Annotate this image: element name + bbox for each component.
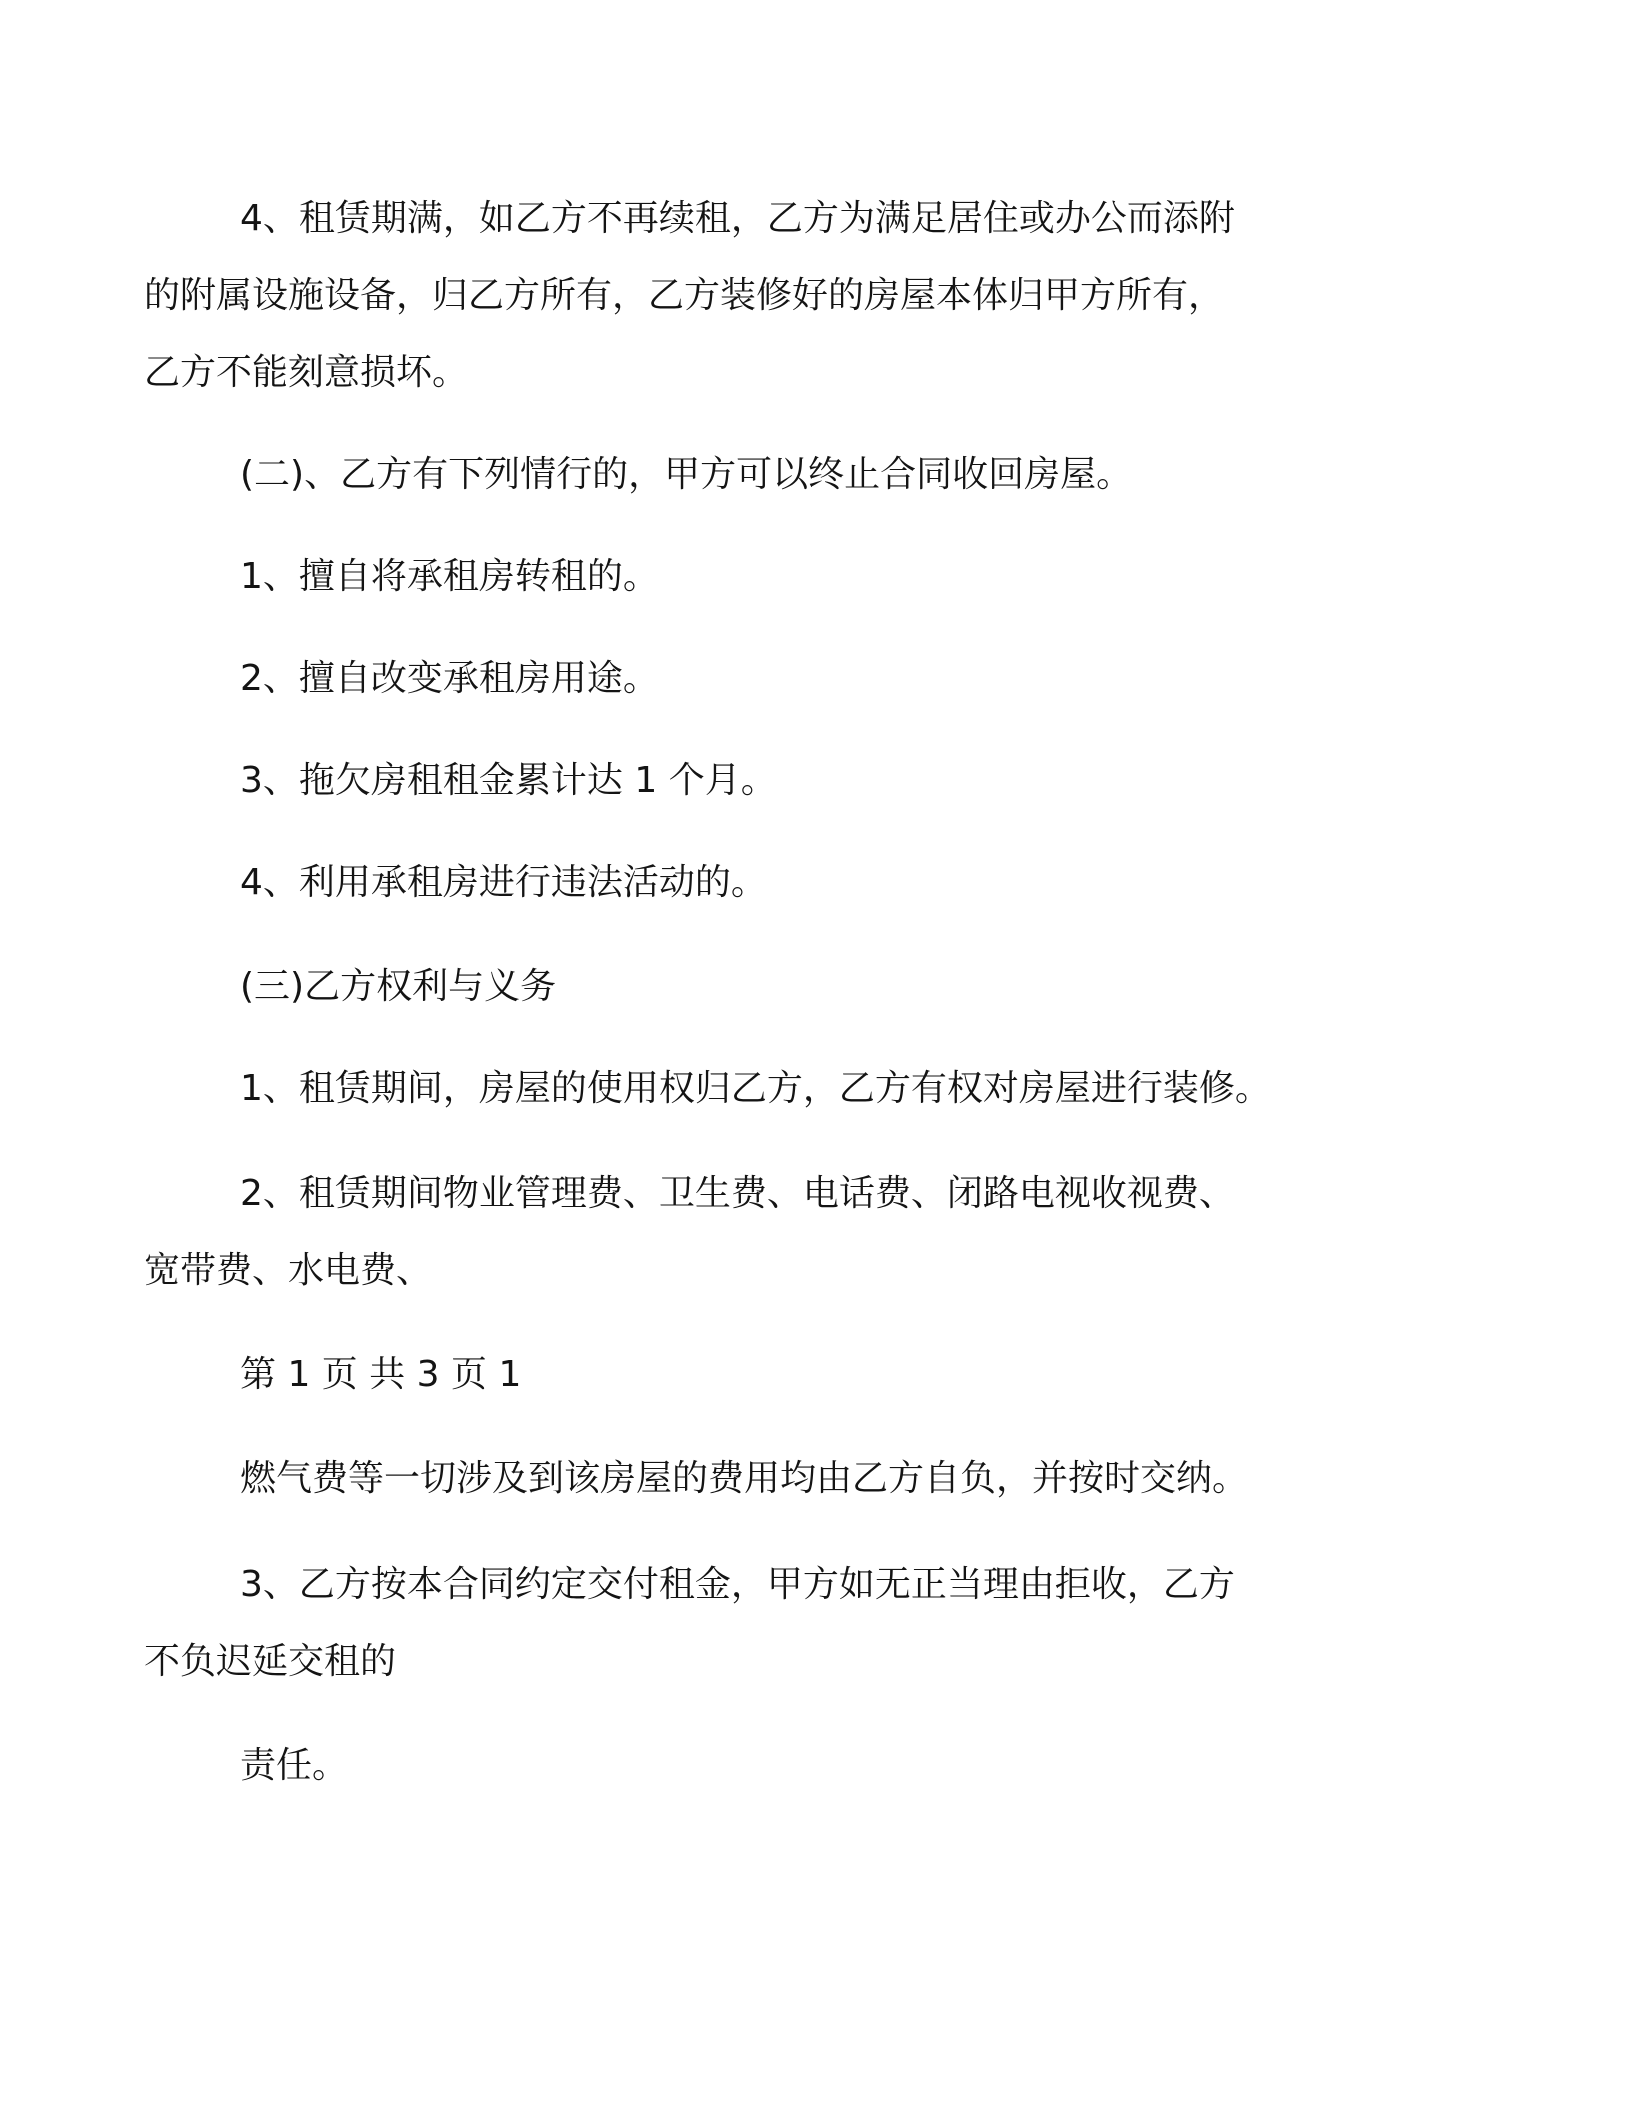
paragraph-lease-expiry [144,180,1390,411]
list-item-illegal-activity [240,844,1390,921]
text-line: 第 1 页 共 3 页 1 [240,1354,522,1395]
text-line: 责任。 [240,1745,349,1786]
text-line: 2、租赁期间物业管理费、卫生费、电话费、闭路电视收视费、 [240,1173,1235,1214]
paragraph-responsibility [240,1727,1390,1804]
paragraph-fees-continued [240,1440,1390,1517]
text-line: 3、拖欠房租租金累计达 1 个月。 [240,760,777,801]
text-line: 4、利用承租房进行违法活动的。 [240,862,767,903]
text-line: 的附属设施设备，归乙方所有，乙方装修好的房屋本体归甲方所有， [144,275,1225,316]
text-line: 燃气费等一切涉及到该房屋的费用均由乙方自负，并按时交纳。 [240,1458,1249,1499]
section-heading-rights-duties [240,948,1390,1025]
text-line: 1、租赁期间，房屋的使用权归乙方，乙方有权对房屋进行装修。 [240,1068,1271,1109]
text-line: 3、乙方按本合同约定交付租金，甲方如无正当理由拒收，乙方 [240,1564,1235,1605]
list-item-rent-payment [144,1546,1390,1700]
list-item-change-use [240,640,1390,717]
list-item-usage-right [240,1050,1390,1127]
page-number-footer [240,1336,1390,1413]
text-line: 宽带费、水电费、 [144,1250,433,1291]
list-item-sublet [240,538,1390,615]
text-line: 2、擅自改变承租房用途。 [240,658,659,699]
text-line: 1、擅自将承租房转租的。 [240,556,659,597]
text-line: 不负迟延交租的 [144,1641,397,1682]
text-line: (二)、乙方有下列情行的，甲方可以终止合同收回房屋。 [240,454,1133,495]
list-item-rent-arrears [240,742,1390,819]
text-line: 乙方不能刻意损坏。 [144,352,469,393]
list-item-fees [144,1155,1390,1309]
section-heading-termination [240,436,1390,513]
text-line: 4、租赁期满，如乙方不再续租，乙方为满足居住或办公而添附 [240,198,1235,239]
text-line: (三)乙方权利与义务 [240,966,557,1007]
